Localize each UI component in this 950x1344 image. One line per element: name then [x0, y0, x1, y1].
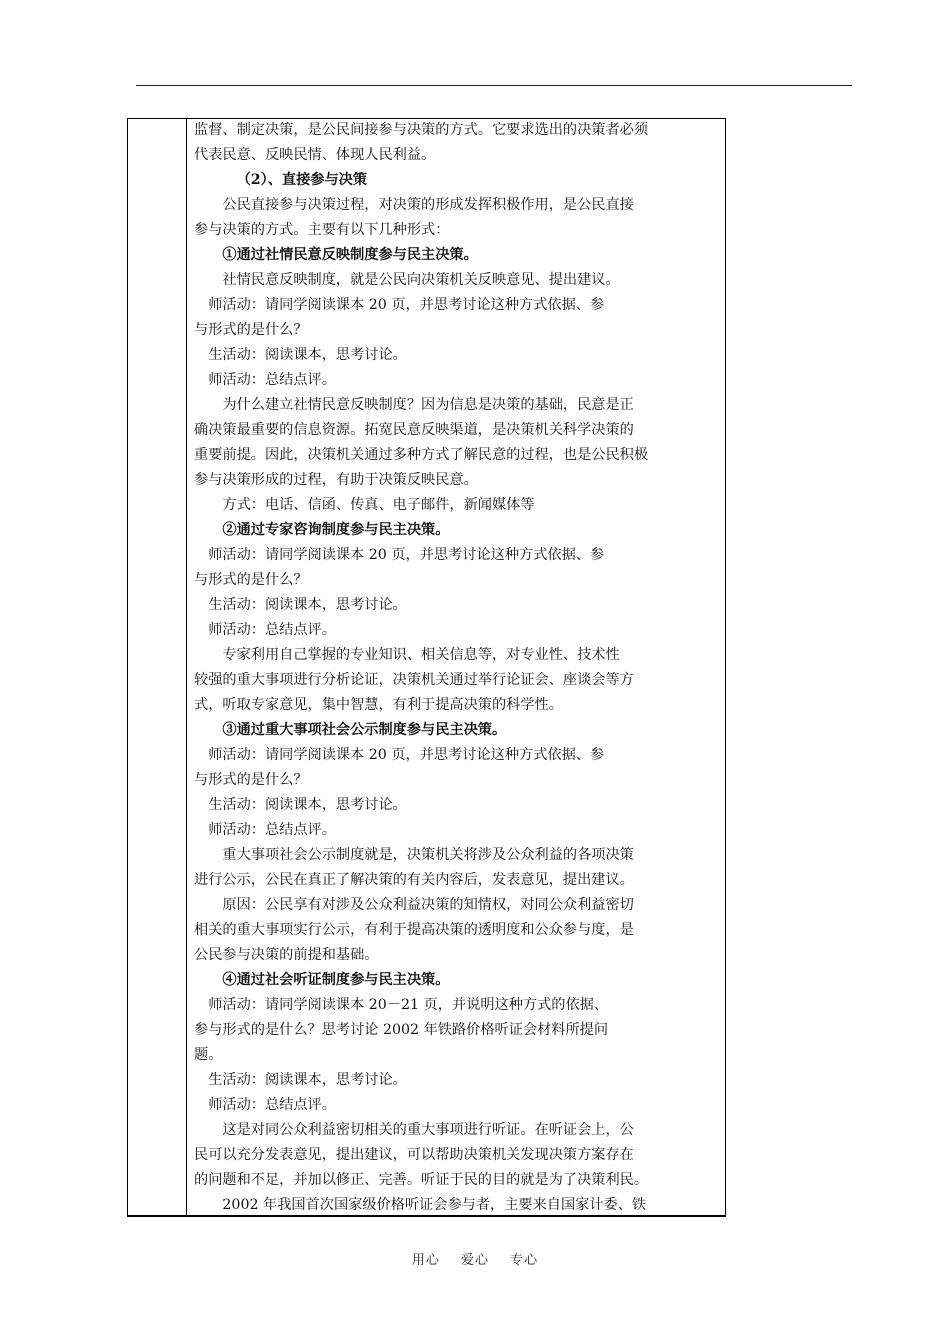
text-line: 参与形式的是什么？思考讨论 2002 年铁路价格听证会材料所提问	[194, 1022, 609, 1038]
teacher-activity: 师活动：请同学阅读课本 20－21 页，并说明这种方式的依据、	[208, 997, 609, 1013]
header-rule	[136, 85, 852, 86]
teacher-activity: 师活动：总结点评。	[208, 1097, 336, 1113]
text-line: 式，听取专家意见，集中智慧，有利于提高决策的科学性。	[194, 697, 563, 713]
subsection-heading: ①通过社情民意反映制度参与民主决策。	[222, 247, 478, 263]
text-line: 与形式的是什么？	[194, 572, 308, 588]
student-activity: 生活动：阅读课本，思考讨论。	[208, 797, 407, 813]
student-activity: 生活动：阅读课本，思考讨论。	[208, 347, 407, 363]
text-line: 公民直接参与决策过程，对决策的形成发挥积极作用，是公民直接	[222, 197, 634, 213]
text-line: 为什么建立社情民意反映制度？因为信息是决策的基础，民意是正	[222, 397, 634, 413]
teacher-activity: 师活动：总结点评。	[208, 372, 336, 388]
teacher-activity: 师活动：总结点评。	[208, 622, 336, 638]
text-line: 题。	[194, 1047, 223, 1063]
text-line: 相关的重大事项实行公示，有利于提高决策的透明度和公众参与度，是	[194, 922, 634, 938]
text-line: 民可以充分发表意见，提出建议，可以帮助决策机关发现决策方案存在	[194, 1147, 634, 1163]
subsection-heading: ②通过专家咨询制度参与民主决策。	[222, 522, 450, 538]
text-line: 专家利用自己掌握的专业知识、相关信息等，对专业性、技术性	[222, 647, 620, 663]
subsection-heading: ③通过重大事项社会公示制度参与民主决策。	[222, 722, 507, 738]
text-line: 重大事项社会公示制度就是，决策机关将涉及公众利益的各项决策	[222, 847, 634, 863]
text-line: 与形式的是什么？	[194, 322, 308, 338]
text-line: 2002 年我国首次国家级价格听证会参与者，主要来自国家计委、铁	[222, 1197, 647, 1213]
subsection-heading: ④通过社会听证制度参与民主决策。	[222, 972, 450, 988]
text-line: 确决策最重要的信息资源。拓宽民意反映渠道，是决策机关科学决策的	[194, 422, 634, 438]
text-line: 与形式的是什么？	[194, 772, 308, 788]
text-line: 监督、制定决策，是公民间接参与决策的方式。它要求选出的决策者必须	[194, 122, 649, 138]
text-line: 参与决策的方式。主要有以下几种形式：	[194, 222, 450, 238]
lesson-content	[194, 118, 722, 1218]
text-line: 重要前提。因此，决策机关通过多种方式了解民意的过程，也是公民积极	[194, 447, 649, 463]
student-activity: 生活动：阅读课本，思考讨论。	[208, 1072, 407, 1088]
text-line: 原因：公民享有对涉及公众利益决策的知情权，对同公众利益密切	[222, 897, 634, 913]
text-line: 参与决策形成的过程，有助于决策反映民意。	[194, 472, 478, 488]
text-line: 公民参与决策的前提和基础。	[194, 947, 379, 963]
text-line: 社情民意反映制度，就是公民向决策机关反映意见、提出建议。	[222, 272, 620, 288]
text-line: 的问题和不足，并加以修正、完善。听证于民的目的就是为了决策利民。	[194, 1172, 649, 1188]
student-activity: 生活动：阅读课本，思考讨论。	[208, 597, 407, 613]
page-footer: 用心 爱心 专心	[411, 1253, 539, 1268]
text-line: 方式：电话、信函、传真、电子邮件，新闻媒体等	[222, 497, 535, 513]
text-line: 较强的重大事项进行分析论证，决策机关通过举行论证会、座谈会等方	[194, 672, 634, 688]
teacher-activity: 师活动：请同学阅读课本 20 页，并思考讨论这种方式依据、参	[208, 747, 605, 763]
table-left-column	[128, 119, 187, 1216]
text-line: 这是对同公众利益密切相关的重大事项进行听证。在听证会上，公	[222, 1122, 634, 1138]
section-heading: （2）、直接参与决策	[236, 172, 368, 188]
teacher-activity: 师活动：总结点评。	[208, 822, 336, 838]
teacher-activity: 师活动：请同学阅读课本 20 页，并思考讨论这种方式依据、参	[208, 297, 605, 313]
text-line: 进行公示，公民在真正了解决策的有关内容后，发表意见，提出建议。	[194, 872, 634, 888]
teacher-activity: 师活动：请同学阅读课本 20 页，并思考讨论这种方式依据、参	[208, 547, 605, 563]
text-line: 代表民意、反映民情、体现人民利益。	[194, 147, 436, 163]
